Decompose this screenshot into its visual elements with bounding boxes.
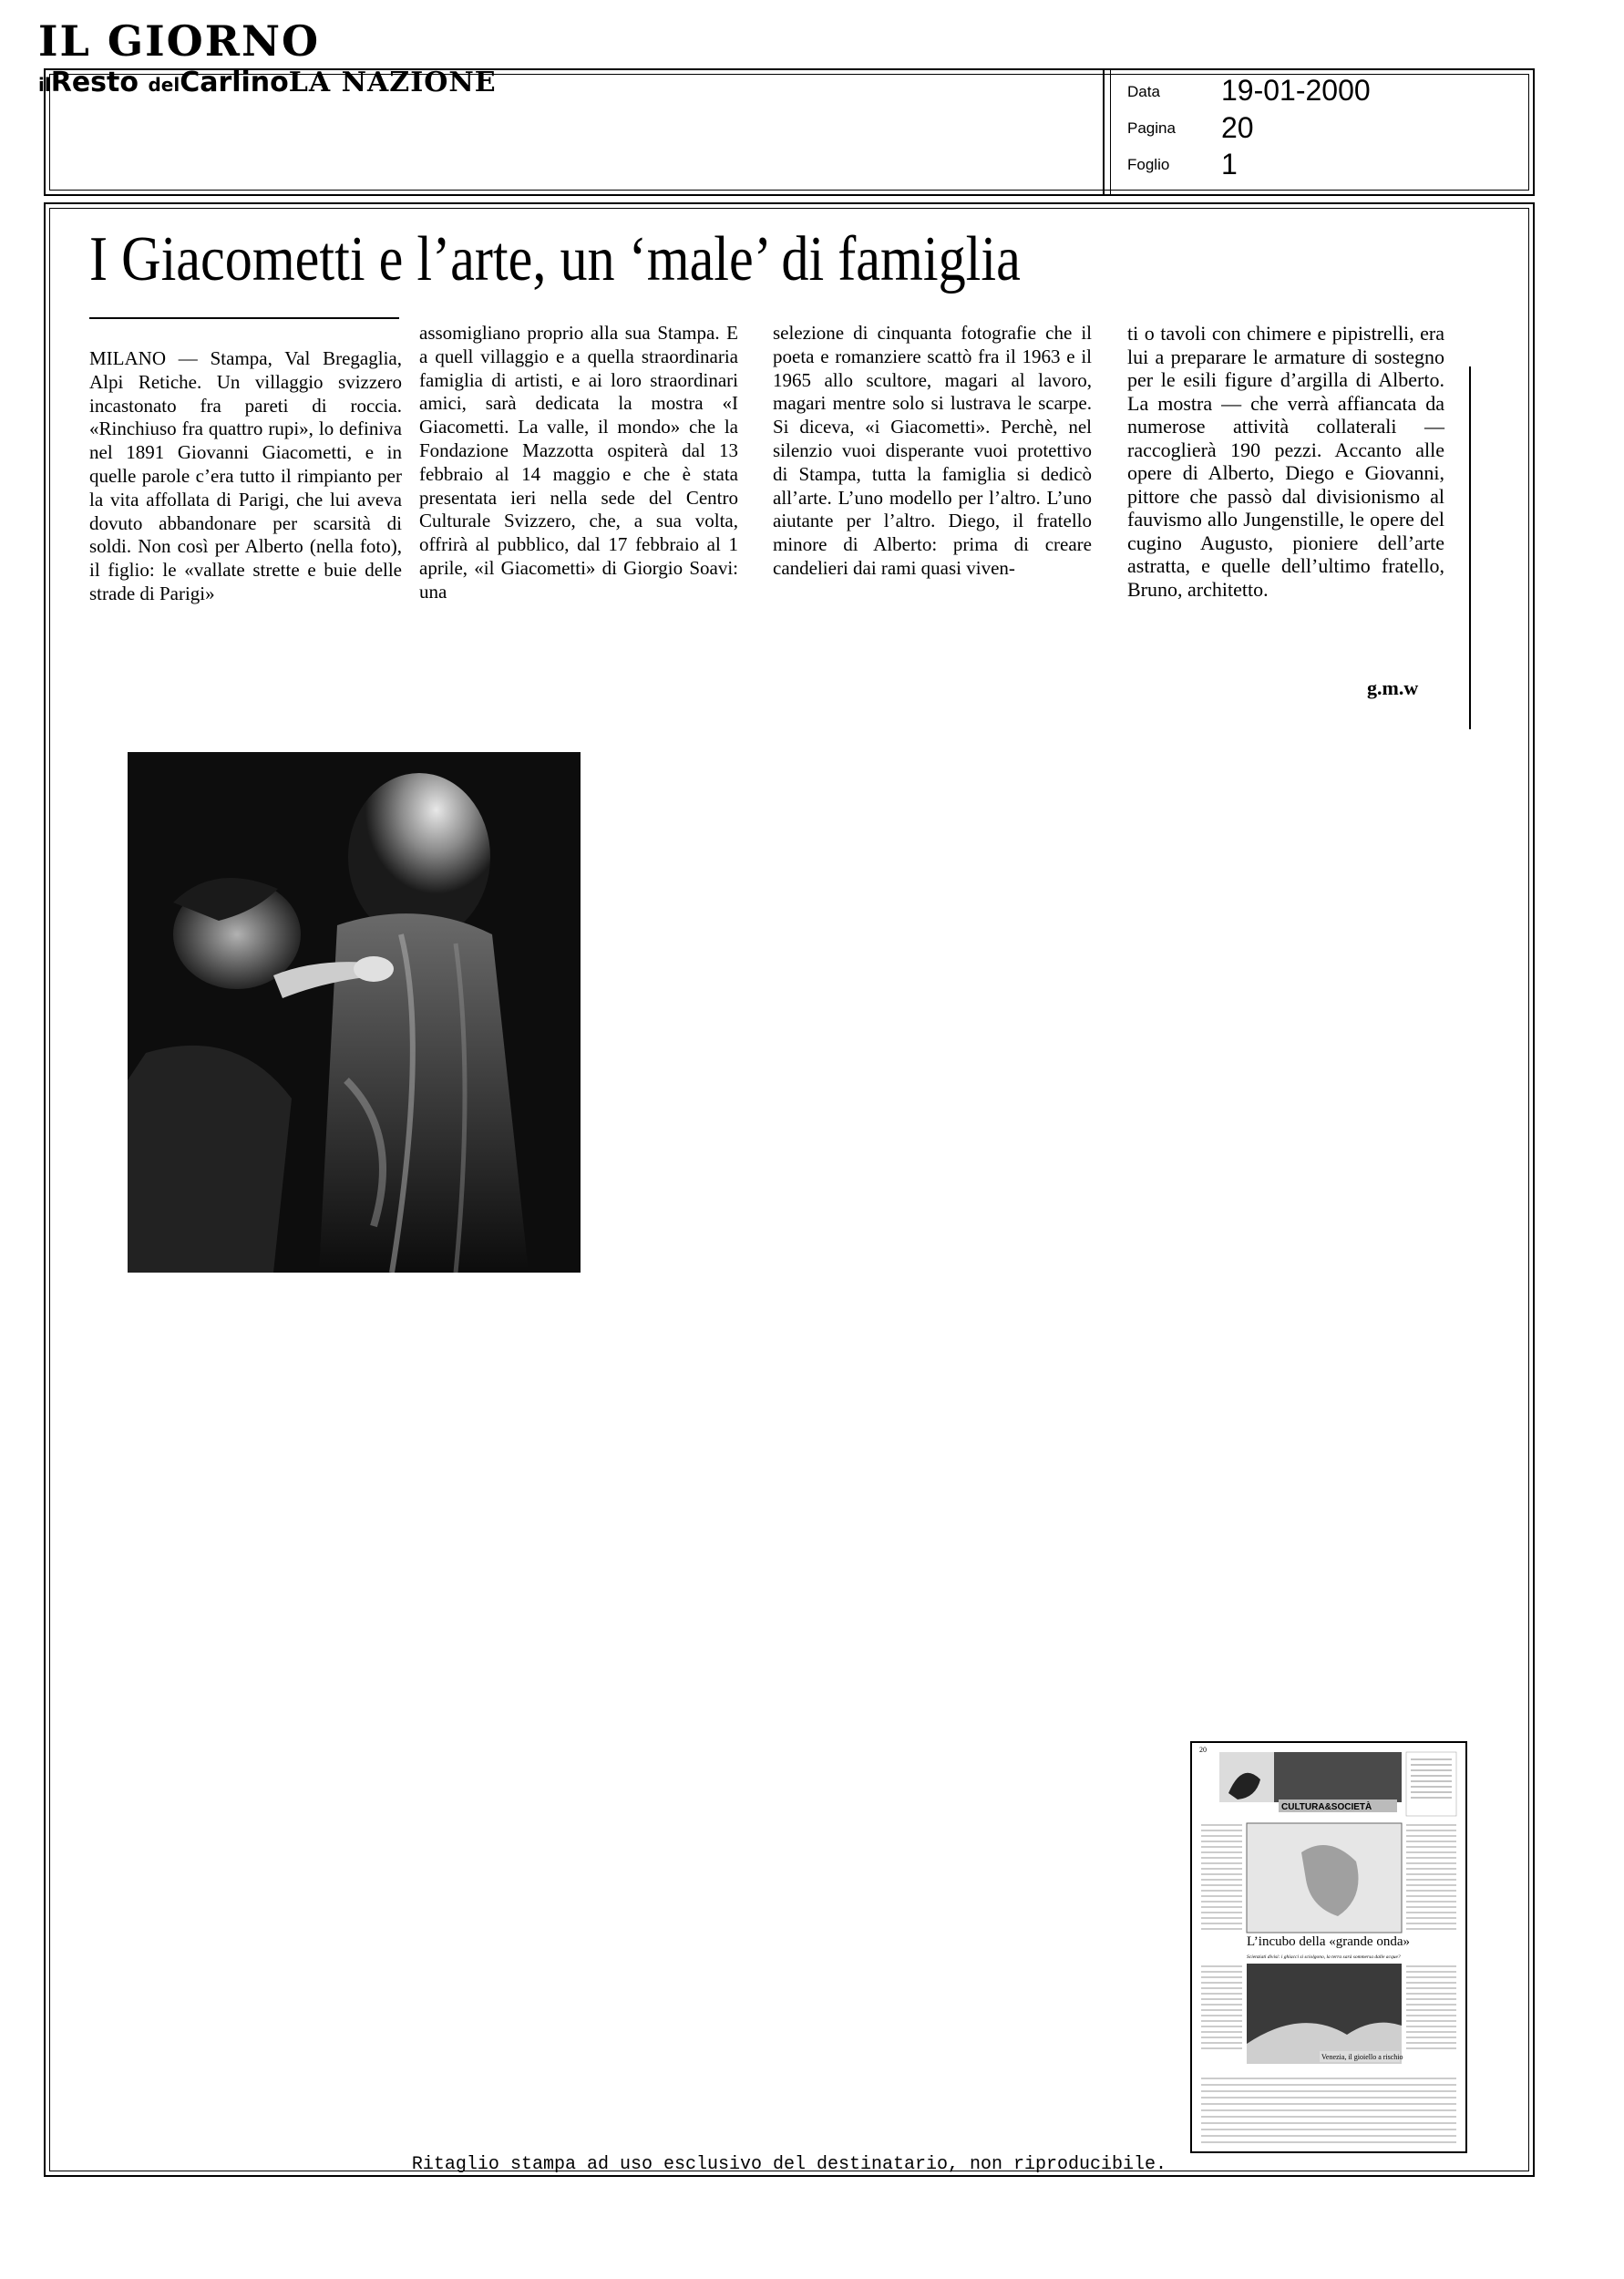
thumbnail-headline: L’incubo della «grande onda» — [1247, 1934, 1410, 1949]
article-column-3 — [773, 322, 1092, 581]
page-thumbnail — [1190, 1741, 1467, 2153]
sheet-label: Foglio — [1127, 156, 1170, 173]
column-3-text: selezione di cinquanta fotografie che il poeta e romanziere scattò fra il 1963 e il 1965 allo scultore, magari al lavoro, magari mentre solo si lustrava le scarpe. Si diceva, «i Giacometti». Perchè, nel silenzio vuoi disperante vuoi protettivo di Stampa, tutta la famiglia si dedicò all’arte. L’uno modello per l’altro. L’uno aiutante per l’altro. Diego, il fratello minore di Alberto: prima di creare candelieri dai rami quasi viven- — [773, 322, 1092, 579]
column-4-text: ti o tavoli con chimere e pipistrelli, era lui a preparare le armature di sostegno per le esili figure d’argilla di Alberto. La mostra — che verrà affiancata da numerose attività collaterali — raccoglierà 190 pezzi. Accanto alle opere di Alberto, Diego e Giovanni, pittore che passò dal divisionismo al fauvismo allo Jungenstille, le opere del cugino Augusto, pioniere dell’arte astratta, e quelle dell’ultimo fratello, Bruno, architetto. — [1127, 322, 1444, 601]
article-photo-alberto — [128, 752, 581, 1273]
header-divider — [1103, 70, 1105, 194]
publication-del: del — [148, 74, 180, 96]
author-signature: g.m.w — [1367, 676, 1419, 699]
publication-il-prefix: il — [38, 74, 51, 96]
publication-name-il-giorno: IL GIORNO — [38, 16, 321, 66]
reproduction-notice: Ritaglio stampa ad uso esclusivo del destinatario, non riproducibile. — [411, 2154, 1167, 2175]
publication-la-nazione: LA NAZIONE — [288, 67, 497, 98]
headline-rule — [89, 317, 399, 319]
photo-illustration — [128, 752, 581, 1273]
page-value: 20 — [1221, 111, 1254, 144]
thumbnail-photo-caption: Venezia, il gioiello a rischio — [1321, 2053, 1403, 2061]
thumbnail-section: CULTURA&SOCIETÀ — [1281, 1802, 1372, 1812]
column-vertical-rule — [1469, 366, 1471, 729]
column-1-text: MILANO — Stampa, Val Bregaglia, Alpi Retiche. Un villaggio svizzero incastonato fra pareti di roccia. «Rinchiuso fra quattro rupi», lo definiva nel 1891 Giovanni Giacometti, e in quelle parole c’era tutto il rimpianto per la vita affollata di Parigi, che lui aveva dovuto abbandonare per scarsità di soldi. Non così per Alberto (nella foto), il figlio: le «vallate strette e buie delle strade di Parigi» — [89, 347, 402, 604]
thumbnail-layout — [1192, 1743, 1465, 2151]
publication-names-line — [38, 69, 497, 97]
header-divider-thin — [1110, 70, 1111, 194]
thumbnail-page-number: 20 — [1199, 1746, 1207, 1754]
page-label: Pagina — [1127, 119, 1176, 137]
date-label: Data — [1127, 83, 1160, 100]
column-2-text: assomigliano proprio alla sua Stampa. E a quell villaggio e a quella straordinaria famiglia di artisti, e ai loro straordinari amici, sarà dedicata la mostra «I Giacometti. La valle, il mondo» che la Fondazione Mazzotta ospiterà dal 13 febbraio al 14 maggio e che è stata presentata ieri nella sede del Centro Culturale Svizzero, che, a sua volta, offrirà al pubblico, dal 17 febbraio al 1 aprile, «il Giacometti» di Giorgio Soavi: una — [419, 322, 738, 603]
article-column-4 — [1127, 322, 1444, 601]
article-column-1 — [89, 347, 402, 606]
article-headline: I Giacometti e l’arte, un ‘male’ di famiglia — [89, 224, 1021, 294]
thumbnail-subhead: Scienziati divisi: i ghiacci si sciolgono, la terra sarà sommersa dalle acque? — [1247, 1954, 1401, 1960]
date-value: 19-01-2000 — [1221, 74, 1371, 107]
publication-carlino: Carlino — [180, 67, 289, 98]
publication-resto: Resto — [50, 67, 139, 98]
article-column-2 — [419, 322, 738, 604]
sheet-value: 1 — [1221, 148, 1238, 180]
